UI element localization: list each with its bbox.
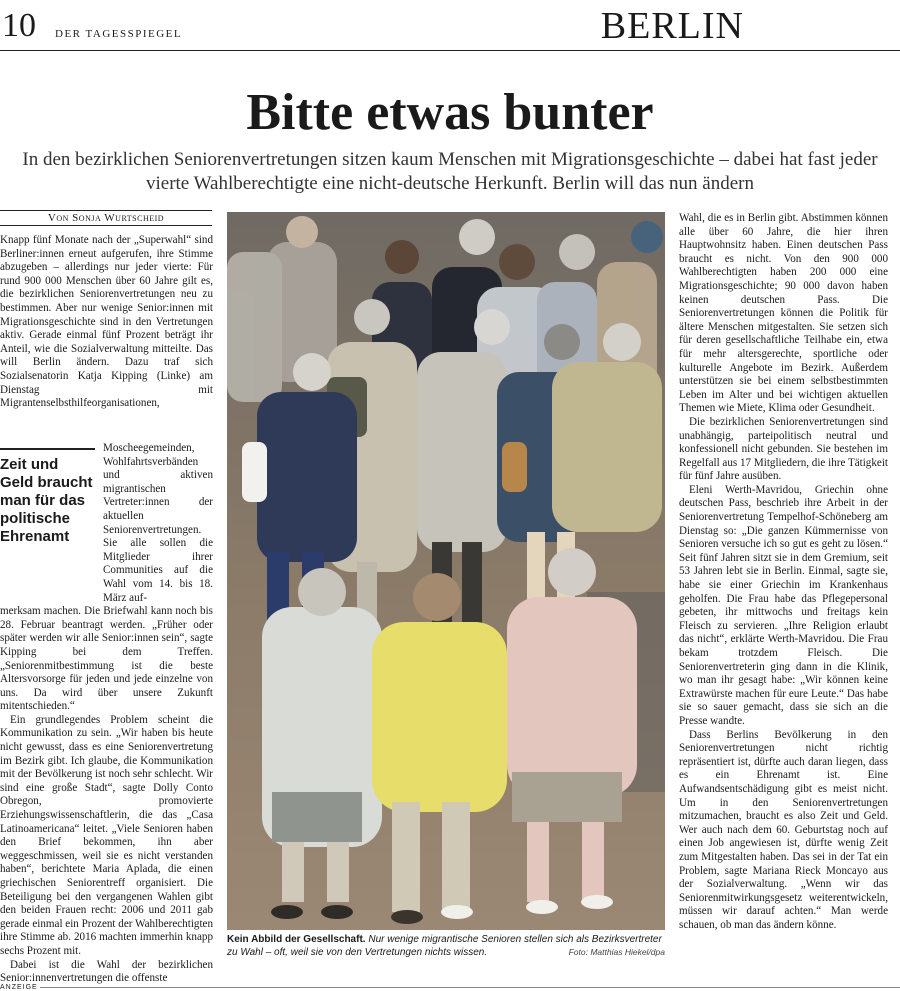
- paragraph: Knapp fünf Monate nach der „Superwahl“ sind Berliner:innen erneut aufgerufen, ihre Stimme abzugeben – allerdings nur jeder vierte: Für rund 900 000 Menschen über 60 Jahre gilt es, die bezirklichen Seniorenvertretungen neu zu bestimmen. Aber nur wenige Senior:innen mit Migrationsgeschichte sind in den Vertretungen aktiv. Gerade einmal fünf Prozent beträgt ihr Anteil, wie die Sozialverwaltung mitteilte. Das will Berlin ändern. Dazu traf sich Sozialsenatorin Katja Kipping (Linke) am Dienstag mit Migrantenselbsthilfeorganisationen,: [0, 234, 213, 410]
- ad-divider: [40, 987, 900, 988]
- caption-lead: Kein Abbild der Gesellschaft.: [227, 934, 366, 945]
- paragraph: Ein grundlegendes Problem scheint die Kommunikation zu sein. „Wir haben bis heute nicht gewusst, dass es eine Seniorenvertretung im Bezirk gibt. Ich glaube, die Kommunikation mit der Bevölkerung ist noch sehr schlecht. Wir sind eine große Stadt“, sagte Dolly Conto Obregon, promovierte Erziehungswissenschaftlerin, die das „Casa Latinoamericana“ leitet. „Viele Senioren haben den Brief bekommen, ihn aber weggeschmissen, weil sie es nicht verstanden haben“, berichtete Maria Aplada, die einen griechischen Seniorentreff organisiert. Die Beteiligung bei den vergangenen Wahlen gibt den beiden Frauen recht: 2006 und 2011 gab gerade einmal ein Prozent der Wahlberechtigten ihre Stimme ab. 2016 machten immerhin knapp sechs Prozent mit.: [0, 713, 213, 957]
- seniors-walking-photo: [227, 212, 665, 930]
- article-deck: In den bezirklichen Seniorenvertretungen sitzen kaum Menschen mit Migrationsgeschichte – dabei hat fast jeder vierte Wahlberechtigte eine nicht-deutsche Herkunft. Berlin will das nun ändern: [22, 149, 878, 194]
- page-header: [0, 0, 900, 51]
- article-photo: [227, 212, 665, 930]
- paragraph: Dass Berlins Bevölkerung in den Seniorenvertretungen nicht richtig repräsentiert ist, dürfte auch daran liegen, dass es ein Ehrenamt ist. Eine Aufwandsentschädigung gibt es meist nicht. Um in den Seniorenvertretungen mitzumachen, braucht es also Zeit und Geld. Wer auch nach dem 60. Geburtstag noch auf einen Job angewiesen ist, dürfte wenig Zeit zum Mitgestalten haben. Das sei in der Tat ein Problem, sagte Mariana Rieck Moncayo aus der Sozialverwaltung. „Wenn wir das Seniorenmitwirkungsgesetz weiterentwickeln, müssen wir darauf achten.“ Man werde schauen, ob man das ändern könne.: [679, 728, 888, 931]
- pull-quote: Zeit und Geld braucht man für das politische Ehrenamt: [0, 448, 95, 546]
- article-column-2: [679, 212, 888, 932]
- paragraph: Die bezirklichen Seniorenvertretungen sind unabhängig, parteipolitisch neutral und konfessionell nicht gebunden. Sie bestehen im Regelfall aus 17 Mitgliedern, die ihre Tätigkeit für fünf Jahre ausüben.: [679, 415, 888, 483]
- article-column-1: [0, 234, 213, 986]
- photo-caption: [227, 933, 665, 959]
- paragraph: Wahl, die es in Berlin gibt. Abstimmen können alle über 60 Jahre, die hier ihren Hauptwohnsitz haben. Einen deutschen Pass braucht es nicht. Von den 900 000 Wahlberechtigten haben 200 000 eine Migrationsgeschichte; 90 000 davon haben keinen deutschen Pass. Die Seniorenvertretungen können die Politik für ältere Menschen mitgestalten. Sie setzen sich für deren gesellschaftliche Teilhabe ein, etwa für mehr altersgerechte, sportliche oder kulturelle Angebote im Bezirk. Außerdem unterstützen sie bei einem selbstbestimmten Leben im Alter und bei wichtigen aktuellen Themen wie Miete, Klima oder Gesundheit.: [679, 212, 888, 415]
- newspaper-name: DER TAGESSPIEGEL: [55, 28, 183, 40]
- paragraph: merksam machen. Die Briefwahl kann noch bis 28. Februar beantragt werden. „Früher oder später werden wir alle Senior:innen sein“, sagte Kipping bei dem Treffen. „Seniorenmitbestimmung ist die beste Altersvorsorge für jeden und jede einzelne von uns. Da wird über unsere Zukunft mitentschieden.“: [0, 605, 213, 713]
- caption-text: Nur wenige migrantische Senioren stellen sich als Bezirksvertreter zu Wahl – oft, weil sie von den Vertretungen nichts wissen.: [227, 934, 662, 958]
- author-byline: Von Sonja Wurtscheid: [0, 210, 212, 226]
- section-title: BERLIN: [600, 5, 744, 47]
- ad-label: ANZEIGE: [0, 984, 38, 991]
- page-number: 10: [2, 7, 36, 44]
- article-headline: Bitte etwas bunter: [246, 84, 654, 141]
- paragraph: Eleni Werth-Mavridou, Griechin ohne deutschen Pass, beschrieb ihre Arbeit in der Seniorenvertretung Tempelhof-Schöneberg am Dienstag so: „Die ganzen Kümmernisse von Senioren versuche ich so gut es geht zu lösen.“ Seit fünf Jahren sitzt sie in dem Gremium, seit 53 Jahren lebt sie in Berlin. Einmal, sagte sie, habe sie einer Griechin im Krankenhaus geholfen. Die Frau habe das Pflegepersonal gebeten, ihr mittwochs und freitags kein Fleisch zu servieren. „Ihre Religion erlaubt das nicht“, erklärte Werth-Mavridou. Die Frau bekam trotzdem Fleisch. Die Seniorenvertreterin ging dann in die Klinik, wo man ihr gesagt habe: „Wir können keine Extrawürste machen für eure Leute.“ Das habe sie so sauer gemacht, dass sie sich an die Presse wandte.: [679, 483, 888, 727]
- paragraph: Moscheegemeinden, Wohlfahrtsverbänden und aktiven migrantischen Vertreter:innen der aktuellen Seniorenvertretungen. Sie alle sollen die Mitglieder ihrer Communities auf die Wahl vom 14. bis 18. März auf-: [103, 442, 213, 604]
- paragraph: Dabei ist die Wahl der bezirklichen Senior:innenvertretungen die offenste: [0, 958, 213, 985]
- photo-credit: Foto: Matthias Hiekel/dpa: [568, 947, 665, 957]
- wrap-text: [103, 442, 213, 605]
